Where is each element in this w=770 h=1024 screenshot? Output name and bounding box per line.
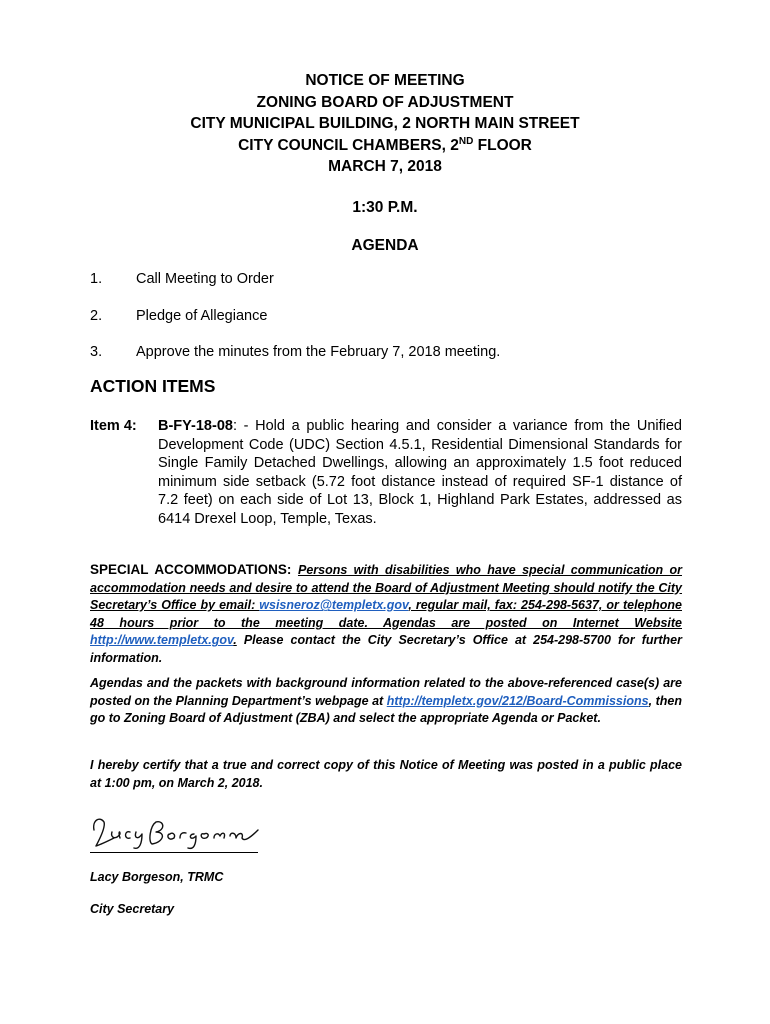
agenda-item-text: Approve the minutes from the February 7, 2018 meeting. <box>136 344 501 360</box>
chambers-floor: FLOOR <box>473 136 532 154</box>
header-building: CITY MUNICIPAL BUILDING, 2 NORTH MAIN STREET <box>190 115 580 132</box>
action-items-heading: ACTION ITEMS <box>90 376 216 396</box>
special-colon: : <box>286 562 298 577</box>
board-commissions-link[interactable]: http://templetx.gov/212/Board-Commissions <box>386 693 649 708</box>
agenda-item <box>90 307 690 344</box>
chambers-text: CITY COUNCIL CHAMBERS, 2 <box>238 136 459 154</box>
special-text-4: Please contact the City Secretary’s Office at 254-298-5700 for further information. <box>90 633 682 665</box>
website-link[interactable]: http://www.templetx.gov <box>90 633 234 648</box>
header-time: 1:30 P.M. <box>352 198 418 216</box>
agenda-item-number: 3. <box>90 344 103 360</box>
agenda-list <box>90 270 690 380</box>
action-item-label: Item 4: <box>90 418 137 434</box>
special-accommodations <box>90 561 682 668</box>
header-agenda: AGENDA <box>351 237 419 254</box>
agenda-item-text: Pledge of Allegiance <box>136 307 268 324</box>
signer-name: Lacy Borgeson, TRMC <box>90 870 224 884</box>
packets-text-1: Agendas and the packets with background information related to the above-referenced case(s) are posted on the Planning Department’s webpage at <box>90 676 682 708</box>
signer-title: City Secretary <box>90 902 175 916</box>
action-item-text: : - Hold a public hearing and consider a variance from the Unified Development Code (UDC) Section 4.5.1, Residential Dimensional Standards for Single Family Detached Dwellings, allowing an approximately 1.5 foot reduced minimum side setback (5.72 foot distance instead of required SF-1 distance of 7.2 feet) on each side of Lot 13, Block 1, Highland Park Estates, addressed as 6414 Drexel Loop, Temple, Texas. <box>158 418 682 527</box>
handwritten-signature <box>90 808 270 852</box>
header-board: ZONING BOARD OF ADJUSTMENT <box>256 93 514 111</box>
header-chambers <box>0 135 770 157</box>
special-text-1: Persons with disabilities who have special communication or accommodation needs and desire to attend the Board of Adjustment Meeting should notify the City Secretary’s Office by email: <box>90 563 682 613</box>
packets-paragraph <box>90 675 682 728</box>
agenda-item <box>90 270 690 307</box>
email-link[interactable]: wsisneroz@templetx.gov <box>259 598 409 613</box>
special-label: SPECIAL ACCOMMODATIONS <box>90 562 287 577</box>
packets-text-2: , then go to Zoning Board of Adjustment (ZBA) and select the appropriate Agenda or Packet. <box>90 693 682 726</box>
agenda-item <box>90 343 690 380</box>
chambers-superscript: ND <box>458 135 474 147</box>
agenda-item-number: 1. <box>90 271 103 287</box>
meeting-header <box>0 70 770 257</box>
action-item-body <box>158 417 682 529</box>
special-text-2: , regular mail, fax: 254-298-5637, or telephone 48 hours prior to the meeting date. Agendas are posted on Internet Website <box>90 598 682 630</box>
signature-line <box>90 852 258 853</box>
header-date: MARCH 7, 2018 <box>328 158 442 175</box>
action-item-4 <box>90 417 682 529</box>
action-item-code: B-FY-18-08 <box>158 418 233 434</box>
header-notice: NOTICE OF MEETING <box>305 72 465 89</box>
certification-paragraph: I hereby certify that a true and correct copy of this Notice of Meeting was posted in a public place at 1:00 pm, on March 2, 2018. <box>90 758 682 790</box>
special-text-3: . <box>233 633 237 648</box>
agenda-item-text: Call Meeting to Order <box>136 271 274 287</box>
agenda-item-number: 2. <box>90 307 103 324</box>
